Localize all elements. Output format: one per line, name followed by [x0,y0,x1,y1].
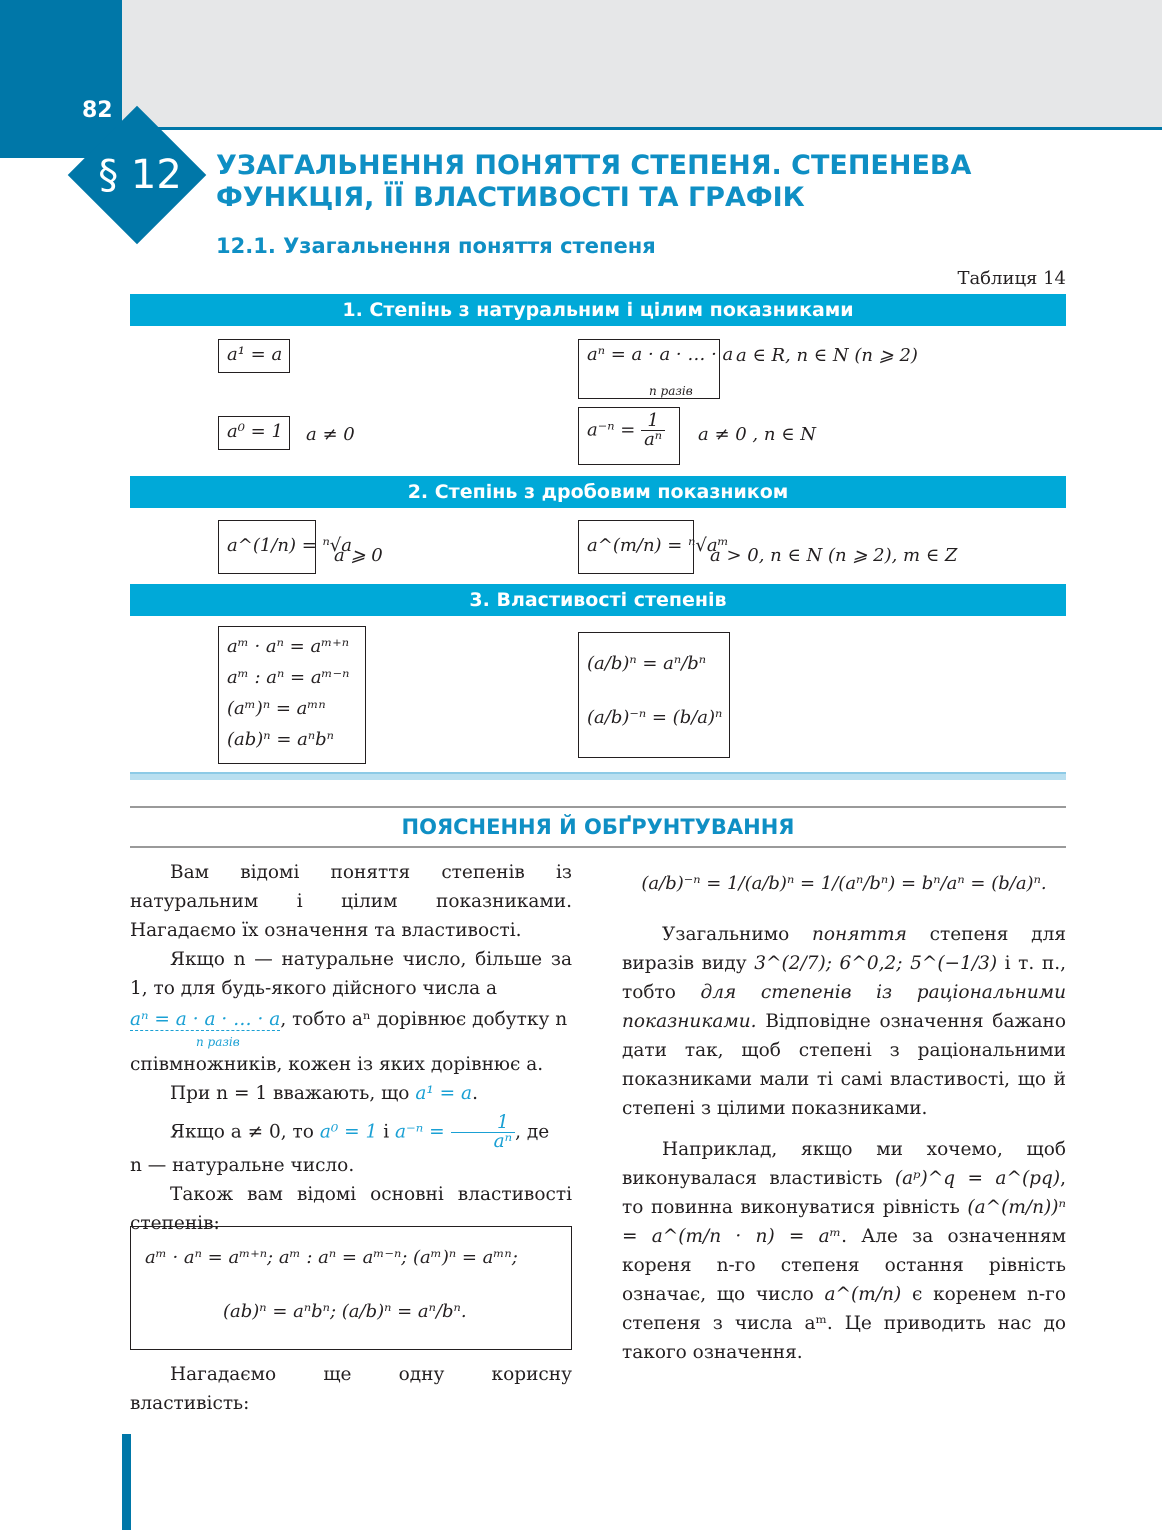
formula-aneg-den: aⁿ [644,429,663,450]
properties-line-1: aᵐ · aⁿ = aᵐ⁺ⁿ; aᵐ : aⁿ = aᵐ⁻ⁿ; (aᵐ)ⁿ = aᵐⁿ; [145,1247,518,1268]
property-line: (ab)ⁿ = aⁿbⁿ [227,729,334,750]
table-label: Таблиця 14 [957,268,1066,289]
right-column [622,866,1066,1367]
text-span: , де [515,1121,550,1143]
left-column-end [130,1360,572,1418]
text-span: Але за означенням кореня n-го степеня остання рівність означає, що число [622,1226,1066,1305]
formula-an-text: aⁿ = a · a · … · a [587,344,734,365]
table-bar-1: 1. Степінь з натуральним і цілим показниками [130,294,1066,326]
property-line: (a/b)⁻ⁿ = (b/a)ⁿ [587,707,723,728]
chapter-title: УЗАГАЛЬНЕННЯ ПОНЯТТЯ СТЕПЕНЯ. СТЕПЕНЕВА ФУНКЦІЯ, ЇЇ ВЛАСТИВОСТІ ТА ГРАФІК [216,150,972,213]
inline-formula: a^(m/n) [824,1284,902,1305]
properties-right-box [578,632,730,758]
text-span: , то повинна виконуватися рівність [622,1168,1066,1218]
condition-root2: a > 0, n ∈ N (n ⩾ 2), m ∈ Z [710,545,958,566]
inline-formula-a0: a⁰ = 1 [319,1121,378,1143]
condition-root1: a ⩾ 0 [334,545,383,566]
inline-formula: (a^(m/n))ⁿ = a^(m/n · n) = aᵐ [622,1197,1066,1247]
inline-formula-under: n разів [196,1035,240,1049]
text-span: Відповідне означення бажано дати так, щоб степені з раціональними показниками мали ті самі властивості, що й степені з цілими показниками. [622,1011,1066,1119]
paragraph [130,1005,572,1034]
condition-aneg: a ≠ 0 , n ∈ N [698,424,816,445]
formula-root2: a^(m/n) = ⁿ√aᵐ [578,520,694,574]
explanation-rule-top [130,806,1066,808]
subsection-title: 12.1. Узагальнення поняття степеня [216,234,656,258]
paragraph: При n = 1 вважають, що a¹ = a. [170,1083,478,1104]
text-italic: для степенів із раціональними показниками. [622,982,1066,1032]
condition-a0: a ≠ 0 [306,424,355,445]
table-bar-2: 2. Степінь з дробовим показником [130,476,1066,508]
inline-formula-an: aⁿ = a · a · … · a [130,1009,281,1030]
formula-aneg-fraction [641,412,665,449]
table-bar-3: 3. Властивості степенів [130,584,1066,616]
text-span: і т. п., тобто [622,953,1066,1003]
formula-a0: a⁰ = 1 [218,416,290,450]
fraction-num: 1 [451,1114,516,1133]
text-span: є коренем n-го степеня з числа aᵐ. Це приводить нас до такого означення. [622,1284,1066,1363]
paragraph: n — натуральне число. [130,1155,355,1176]
property-line: aᵐ : aⁿ = aᵐ⁻ⁿ [227,667,350,688]
header-rule [122,127,1162,130]
formula-an-under: n разів [649,384,693,398]
header-band [0,0,1162,128]
formula-a1: a¹ = a [218,339,290,373]
side-band [0,0,122,158]
paragraph: Також вам відомі основні властивості степенів: [130,1184,572,1234]
text-italic: поняття [812,924,907,945]
section-sign: § 12 [98,152,182,198]
property-line: (aᵐ)ⁿ = aᵐⁿ [227,698,326,719]
formula-aneg-num: 1 [641,412,665,431]
page-number: 82 [82,98,113,123]
paragraph: співмножників, кожен із яких дорівнює a. [130,1054,544,1075]
text-span: і [383,1121,390,1143]
inline-formula-a1: a¹ = a [415,1083,473,1104]
property-line: (a/b)ⁿ = aⁿ/bⁿ [587,653,707,674]
properties-box [130,1226,572,1350]
paragraph: Якщо n — натуральне число, більше за 1, то для будь-якого дійсного числа a [130,949,572,999]
formula-root1: a^(1/n) = ⁿ√a [218,520,316,574]
properties-line-2: (ab)ⁿ = aⁿbⁿ; (a/b)ⁿ = aⁿ/bⁿ. [223,1301,467,1322]
text-span: Узагальнимо [662,924,790,945]
formula-negative-fraction: (a/b)⁻ⁿ = 1/(a/b)ⁿ = 1/(aⁿ/bⁿ) = bⁿ/aⁿ = (b/a)ⁿ. [641,873,1047,894]
paragraph: Нагадаємо ще одну корисну властивість: [130,1364,572,1414]
inline-formula-aneg: a⁻ⁿ = [395,1121,445,1143]
paragraph [622,920,1066,1123]
formula-aneg [578,407,680,465]
text-span: Якщо a ≠ 0, то [170,1121,314,1143]
condition-an: a ∈ R, n ∈ N (n ⩾ 2) [736,345,918,366]
paragraph: Вам відомі поняття степенів із натуральним і цілим показниками. Нагадаємо їх означення та властивості. [130,862,572,941]
formula-an [578,339,734,399]
property-line: aᵐ · aⁿ = aᵐ⁺ⁿ [227,636,350,657]
text-span: степеня для виразів виду [622,924,1066,974]
text-span: При n = 1 вважають, що [170,1083,410,1104]
inline-fraction [451,1114,516,1151]
inline-formula: (aᵖ)^q = a^(pq) [894,1168,1061,1189]
formula-aneg-lhs: a⁻ⁿ = [587,419,636,441]
fraction-den: aⁿ [493,1131,513,1152]
table-bottom-rule [130,772,1066,780]
text-span: Наприклад, якщо ми хочемо, щоб виконувалася властивість [622,1139,1066,1189]
properties-left-box [218,626,366,764]
left-accent-bar [122,1434,131,1530]
explanation-rule-bottom [130,846,1066,848]
explanation-heading: ПОЯСНЕННЯ Й ОБҐРУНТУВАННЯ [401,815,795,839]
paragraph: Наприклад, якщо ми хочемо, щоб виконувалася властивість (aᵖ)^q = a^(pq), то повинна виконуватися рівність (a^(m/n))ⁿ = a^(m/n · n) = aᵐ. Але за означенням кореня n-го степеня остання рівність означає, що число a^(m/n) є коренем n-го степеня з числа aᵐ. Це приводить нас до такого означення. [622,1139,1066,1363]
inline-examples: 3^(2/7); 6^0,2; 5^(−1/3) [754,953,998,974]
text-span: , тобто aⁿ дорівнює добутку n [280,1009,568,1030]
left-column [130,858,572,1238]
paragraph [130,1114,572,1151]
